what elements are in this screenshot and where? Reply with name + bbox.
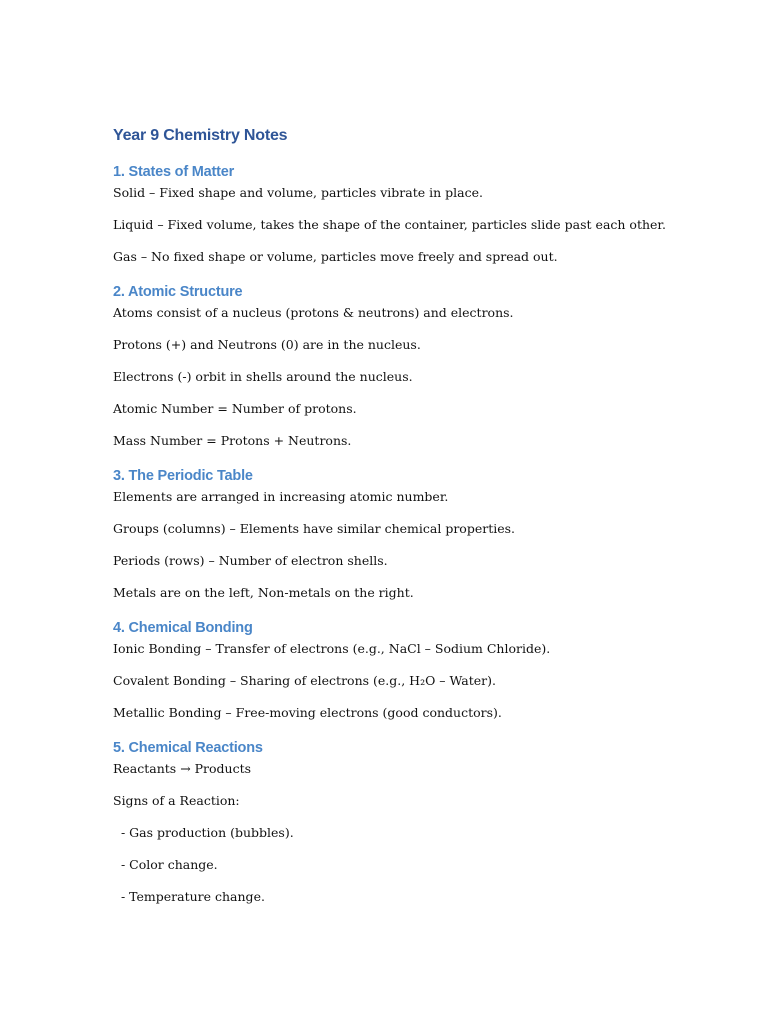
paragraph: Signs of a Reaction: — [113, 793, 240, 808]
spacer — [113, 451, 713, 465]
paragraph: Metals are on the left, Non-metals on the right. — [113, 585, 414, 600]
paragraph: Metallic Bonding – Free-moving electrons (good conductors). — [113, 705, 502, 720]
list-item: - Gas production (bubbles). — [113, 825, 294, 840]
paragraph: Atoms consist of a nucleus (protons & neutrons) and electrons. — [113, 305, 514, 320]
document-title: Year 9 Chemistry Notes — [113, 127, 288, 144]
section-heading-atomic-structure: 2. Atomic Structure — [113, 284, 243, 300]
paragraph: Electrons (-) orbit in shells around the nucleus. — [113, 369, 413, 384]
spacer — [113, 603, 713, 617]
paragraph: Solid – Fixed shape and volume, particles vibrate in place. — [113, 185, 483, 200]
section-heading-chemical-reactions: 5. Chemical Reactions — [113, 740, 263, 756]
paragraph: Elements are arranged in increasing atomic number. — [113, 489, 449, 504]
section-heading-chemical-bonding: 4. Chemical Bonding — [113, 620, 253, 636]
spacer — [113, 723, 713, 737]
list-item: - Color change. — [113, 857, 218, 872]
paragraph: Atomic Number = Number of protons. — [113, 401, 357, 416]
paragraph: Mass Number = Protons + Neutrons. — [113, 433, 352, 448]
paragraph: Periods (rows) – Number of electron shells. — [113, 553, 388, 568]
paragraph: Gas – No fixed shape or volume, particles move freely and spread out. — [113, 249, 558, 264]
document-body — [113, 124, 713, 907]
paragraph: Protons (+) and Neutrons (0) are in the nucleus. — [113, 337, 421, 352]
section-heading-states-of-matter: 1. States of Matter — [113, 164, 235, 180]
spacer — [113, 267, 713, 281]
list-item: - Temperature change. — [113, 889, 265, 904]
paragraph: Liquid – Fixed volume, takes the shape of the container, particles slide past each other. — [113, 217, 666, 232]
paragraph: Groups (columns) – Elements have similar chemical properties. — [113, 521, 516, 536]
paragraph: Covalent Bonding – Sharing of electrons (e.g., H₂O – Water). — [113, 673, 496, 688]
paragraph: Reactants → Products — [113, 761, 252, 776]
spacer — [113, 148, 713, 161]
paragraph: Ionic Bonding – Transfer of electrons (e.g., NaCl – Sodium Chloride). — [113, 641, 551, 656]
section-heading-periodic-table: 3. The Periodic Table — [113, 468, 253, 484]
